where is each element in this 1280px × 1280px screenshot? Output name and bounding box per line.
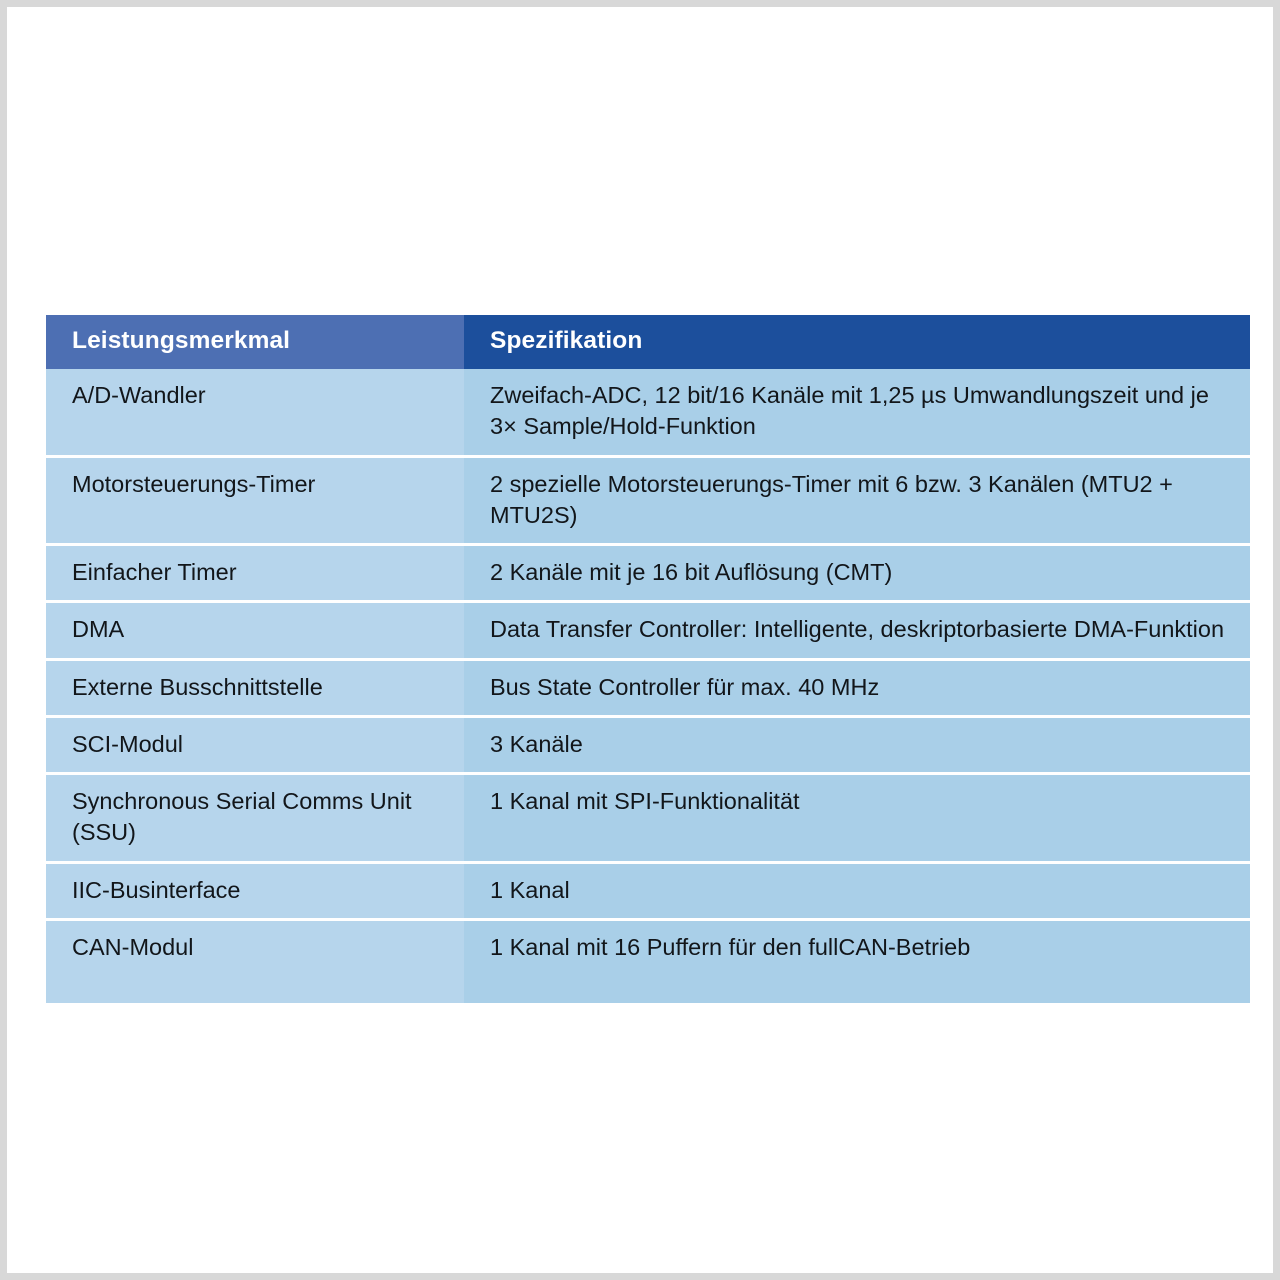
table-row — [46, 369, 1250, 456]
cell-feature: Externe Busschnittstelle — [46, 659, 464, 716]
cell-specification: 1 Kanal mit SPI-Funktionalität — [464, 774, 1250, 863]
specification-table-container — [46, 315, 1250, 1003]
table-row — [46, 774, 1250, 863]
table-row — [46, 716, 1250, 773]
cell-feature: Motorsteuerungs-Timer — [46, 456, 464, 545]
cell-specification — [464, 369, 1250, 456]
cell-specification-line-1: Zweifach-ADC, 12 bit/16 Kanäle mit 1,25 µs Umwandlungszeit und je — [490, 382, 1209, 408]
cell-feature: Einfacher Timer — [46, 545, 464, 602]
specification-table — [46, 315, 1250, 1003]
cell-feature: Synchronous Serial Comms Unit (SSU) — [46, 774, 464, 863]
table-header — [46, 315, 1250, 369]
cell-specification: 3 Kanäle — [464, 716, 1250, 773]
cell-specification: 1 Kanal — [464, 862, 1250, 919]
cell-feature: CAN-Modul — [46, 919, 464, 1003]
cell-feature: SCI-Modul — [46, 716, 464, 773]
cell-specification: 2 spezielle Motorsteuerungs-Timer mit 6 bzw. 3 Kanälen (MTU2 + MTU2S) — [464, 456, 1250, 545]
cell-specification: 1 Kanal mit 16 Puffern für den fullCAN-Betrieb — [464, 919, 1250, 1003]
cell-specification: Bus State Controller für max. 40 MHz — [464, 659, 1250, 716]
table-row — [46, 919, 1250, 1003]
table-row — [46, 602, 1250, 659]
cell-feature: DMA — [46, 602, 464, 659]
cell-feature: A/D-Wandler — [46, 369, 464, 456]
cell-feature: IIC-Businterface — [46, 862, 464, 919]
column-header-specification: Spezifikation — [464, 315, 1250, 369]
cell-specification: Data Transfer Controller: Intelligente, deskriptorbasierte DMA-Funktion — [464, 602, 1250, 659]
cell-specification: 2 Kanäle mit je 16 bit Auflösung (CMT) — [464, 545, 1250, 602]
table-row — [46, 862, 1250, 919]
column-header-feature: Leistungsmerkmal — [46, 315, 464, 369]
table-row — [46, 456, 1250, 545]
table-row — [46, 659, 1250, 716]
table-body — [46, 369, 1250, 1003]
table-row — [46, 545, 1250, 602]
table-header-row — [46, 315, 1250, 369]
cell-specification-line-2: 3× Sample/Hold-Funktion — [490, 413, 756, 440]
